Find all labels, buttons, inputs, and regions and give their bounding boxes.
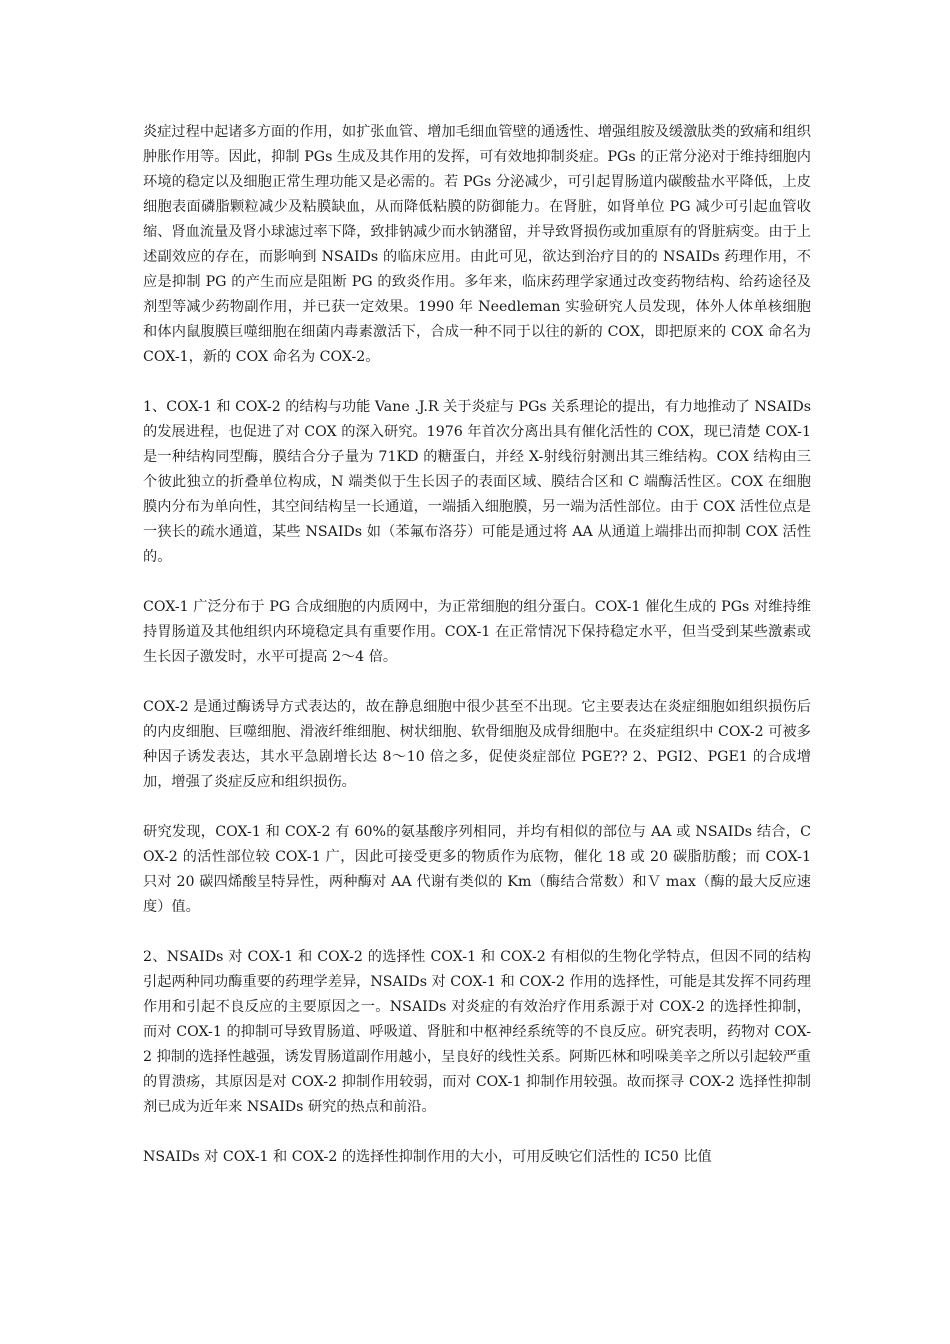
paragraph-cox-structure-function: 1、COX-1 和 COX-2 的结构与功能 Vane .J.R 关于炎症与 PGs 关系理论的提出，有力地推动了 NSAIDs 的发展进程，也促进了对 COX 的深入研究。1976 年首次分离出具有催化活性的 COX，现已清楚 COX-1 是一种结构同型酶，膜结合分子量为 71KD 的糖蛋白，并经 X-射线衍射测出其三维结构。COX 结构由三个彼此独立的折叠单位构成，N 端类似于生长因子的表面区域、膜结合区和 C 端酶活性区。COX 在细胞膜内分布为单向性，其空间结构呈一长通道，一端插入细胞膜，另一端为活性部位。由于 COX 活性位点是一狭长的疏水通道，某些 NSAIDs 如（苯氟布洛芬）可能是通过将 AA 从通道上端排出而抑制 COX 活性的。	[143, 399, 812, 565]
paragraph-cox2-expression: COX-2 是通过酶诱导方式表达的，故在静息细胞中很少甚至不出现。它主要表达在炎症细胞如组织损伤后的内皮细胞、巨噬细胞、滑液纤维细胞、树状细胞、软骨细胞及成骨细胞中。在炎症组织中 COX-2 可被多种因子诱发表达，其水平急剧增长达 8～10 倍之多，促使炎症部位 PGE?? 2、PGI2、PGE1 的合成增加，增强了炎症反应和组织损伤。	[143, 699, 811, 790]
document-body	[143, 120, 811, 1170]
paragraph-prostaglandin-role: 炎症过程中起诸多方面的作用，如扩张血管、增加毛细血管壁的通透性、增强组胺及缓激肽类的致痛和组织肿胀作用等。因此，抑制 PGs 生成及其作用的发挥，可有效地抑制炎症。PGs 的正常分泌对于维持细胞内环境的稳定以及细胞正常生理功能又是必需的。若 PGs 分泌减少，可引起胃肠道内碳酸盐水平降低，上皮细胞表面磷脂颗粒减少及粘膜缺血，从而降低粘膜的防御能力。在肾脏，如肾单位 PG 减少可引起血管收缩、肾血流量及肾小球滤过率下降，致排钠减少而水钠潴留，并导致肾损伤或加重原有的肾脏病变。由于上述副效应的存在，而影响到 NSAIDs 的临床应用。由此可见，欲达到治疗目的的 NSAIDs 药理作用，不应是抑制 PG 的产生而应是阻断 PG 的致炎作用。多年来，临床药理学家通过改变药物结构、给药途径及剂型等减少药物副作用，并已获一定效果。1990 年 Needleman 实验研究人员发现，体外人体单核细胞和体内鼠腹膜巨噬细胞在细菌内毒素激活下，合成一种不同于以往的新的 COX，即把原来的 COX 命名为 COX-1，新的 COX 命名为 COX-2。	[143, 124, 811, 365]
paragraph-nsaids-selectivity: 2、NSAIDs 对 COX-1 和 COX-2 的选择性 COX-1 和 COX-2 有相似的生物化学特点，但因不同的结构引起两种同功酶重要的药理学差异，NSAIDs 对 COX-1 和 COX-2 作用的选择性，可能是其发挥不同药理作用和引起不良反应的主要原因之一。NSAIDs 对炎症的有效治疗作用系源于对 COX-2 的选择性抑制，而对 COX-1 的抑制可导致胃肠道、呼吸道、肾脏和中枢神经系统等的不良反应。研究表明，药物对 COX-2 抑制的选择性越强，诱发胃肠道副作用越小，呈良好的线性关系。阿斯匹林和吲哚美辛之所以引起较严重的胃溃疡，其原因是对 COX-2 抑制作用较弱，而对 COX-1 抑制作用较强。故而探寻 COX-2 选择性抑制剂已成为近年来 NSAIDs 研究的热点和前沿。	[143, 949, 811, 1115]
paragraph-sequence-similarity: 研究发现，COX-1 和 COX-2 有 60%的氨基酸序列相同，并均有相似的部位与 AA 或 NSAIDs 结合，COX-2 的活性部位较 COX-1 广，因此可接受更多的物质作为底物，催化 18 或 20 碳脂肪酸；而 COX-1 只对 20 碳四烯酸呈特异性，两种酶对 AA 代谢有类似的 Km（酶结合常数）和Ｖ max（酶的最大反应速度）值。	[143, 824, 811, 915]
paragraph-cox1-distribution: COX-1 广泛分布于 PG 合成细胞的内质网中，为正常细胞的组分蛋白。COX-1 催化生成的 PGs 对维持维持胃肠道及其他组织内环境稳定具有重要作用。COX-1 在正常情况下保持稳定水平，但当受到某些激素或生长因子激发时，水平可提高 2～4 倍。	[143, 599, 811, 665]
paragraph-ic50-ratio: NSAIDs 对 COX-1 和 COX-2 的选择性抑制作用的大小，可用反映它们活性的 IC50 比值	[143, 1149, 712, 1165]
